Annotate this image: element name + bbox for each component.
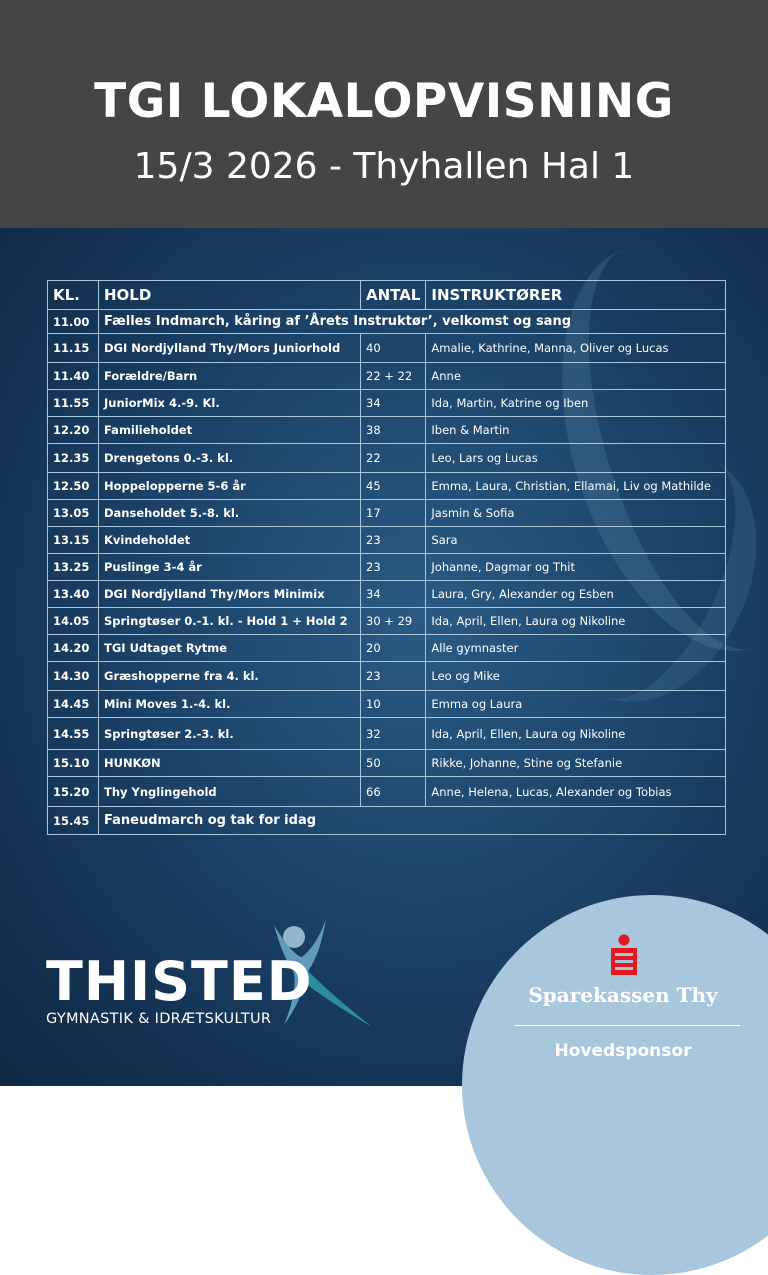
row-instructors: Jasmin & Sofia	[426, 500, 726, 527]
row-count: 30 + 29	[361, 608, 426, 635]
table-row	[48, 334, 726, 363]
row-time: 14.20	[48, 635, 99, 662]
table-row	[48, 581, 726, 608]
row-count: 32	[361, 718, 426, 750]
row-team: Hoppelopperne 5-6 år	[99, 473, 361, 500]
row-time: 11.55	[48, 390, 99, 417]
row-team: Familieholdet	[99, 417, 361, 444]
table-row	[48, 527, 726, 554]
row-time: 13.15	[48, 527, 99, 554]
schedule-body	[48, 310, 726, 835]
row-instructors: Amalie, Kathrine, Manna, Oliver og Lucas	[426, 334, 726, 363]
row-instructors: Laura, Gry, Alexander og Esben	[426, 581, 726, 608]
table-row	[48, 473, 726, 500]
row-time: 15.10	[48, 750, 99, 777]
row-instructors: Ida, Martin, Katrine og Iben	[426, 390, 726, 417]
thisted-logo	[46, 950, 313, 1027]
row-time: 12.20	[48, 417, 99, 444]
row-instructors: Ida, April, Ellen, Laura og Nikoline	[426, 718, 726, 750]
page-subtitle: 15/3 2026 - Thyhallen Hal 1	[133, 146, 635, 187]
row-time: 15.45	[48, 807, 99, 835]
row-instructors: Anne	[426, 363, 726, 390]
row-instructors: Leo, Lars og Lucas	[426, 444, 726, 473]
row-team: Kvindeholdet	[99, 527, 361, 554]
row-instructors: Alle gymnaster	[426, 635, 726, 662]
row-team: Puslinge 3-4 år	[99, 554, 361, 581]
table-row	[48, 635, 726, 662]
table-row	[48, 662, 726, 691]
column-header-kl: KL.	[48, 281, 99, 310]
logo-tagline: GYMNASTIK & IDRÆTSKULTUR	[46, 1011, 272, 1027]
row-team: Forældre/Barn	[99, 363, 361, 390]
row-time: 14.30	[48, 662, 99, 691]
row-count: 23	[361, 662, 426, 691]
row-time: 12.35	[48, 444, 99, 473]
table-row	[48, 417, 726, 444]
row-time: 14.05	[48, 608, 99, 635]
row-time: 14.45	[48, 691, 99, 718]
row-count: 34	[361, 581, 426, 608]
table-row	[48, 310, 726, 334]
table-row	[48, 554, 726, 581]
column-header-antal: ANTAL	[361, 281, 426, 310]
row-team: Mini Moves 1.-4. kl.	[99, 691, 361, 718]
row-instructors: Leo og Mike	[426, 662, 726, 691]
row-time: 15.20	[48, 777, 99, 807]
row-count: 45	[361, 473, 426, 500]
row-count: 66	[361, 777, 426, 807]
row-time: 13.40	[48, 581, 99, 608]
row-instructors: Emma og Laura	[426, 691, 726, 718]
row-count: 34	[361, 390, 426, 417]
table-row	[48, 363, 726, 390]
row-description: Faneudmarch og tak for idag	[99, 807, 726, 835]
table-row	[48, 691, 726, 718]
row-time: 12.50	[48, 473, 99, 500]
row-team: DGI Nordjylland Thy/Mors Juniorhold	[99, 334, 361, 363]
row-team: TGI Udtaget Rytme	[99, 635, 361, 662]
row-time: 13.25	[48, 554, 99, 581]
table-row	[48, 608, 726, 635]
row-count: 17	[361, 500, 426, 527]
row-count: 20	[361, 635, 426, 662]
page-title: TGI LOKALOPVISNING	[94, 74, 674, 129]
row-instructors: Johanne, Dagmar og Thit	[426, 554, 726, 581]
row-count: 23	[361, 554, 426, 581]
row-instructors: Iben & Martin	[426, 417, 726, 444]
column-header-hold: HOLD	[99, 281, 361, 310]
row-team: Græshopperne fra 4. kl.	[99, 662, 361, 691]
row-team: Thy Ynglingehold	[99, 777, 361, 807]
row-time: 11.00	[48, 310, 99, 334]
table-header-row	[48, 281, 726, 310]
row-count: 40	[361, 334, 426, 363]
row-team: Danseholdet 5.-8. kl.	[99, 500, 361, 527]
table-row	[48, 390, 726, 417]
row-instructors: Emma, Laura, Christian, Ellamai, Liv og Mathilde	[426, 473, 726, 500]
row-count: 22	[361, 444, 426, 473]
sponsor-name: Sparekassen Thy	[528, 983, 718, 1007]
row-count: 50	[361, 750, 426, 777]
row-team: JuniorMix 4.-9. Kl.	[99, 390, 361, 417]
row-count: 10	[361, 691, 426, 718]
sparekassen-s-logo-icon	[610, 934, 638, 976]
row-team: HUNKØN	[99, 750, 361, 777]
row-team: DGI Nordjylland Thy/Mors Minimix	[99, 581, 361, 608]
row-instructors: Rikke, Johanne, Stine og Stefanie	[426, 750, 726, 777]
sponsor-role: Hovedsponsor	[554, 1041, 692, 1061]
row-instructors: Anne, Helena, Lucas, Alexander og Tobias	[426, 777, 726, 807]
row-team: Springtøser 2.-3. kl.	[99, 718, 361, 750]
row-team: Springtøser 0.-1. kl. - Hold 1 + Hold 2	[99, 608, 361, 635]
table-row	[48, 750, 726, 777]
table-row	[48, 807, 726, 835]
table-row	[48, 718, 726, 750]
row-time: 13.05	[48, 500, 99, 527]
table-row	[48, 500, 726, 527]
row-instructors: Sara	[426, 527, 726, 554]
row-time: 11.15	[48, 334, 99, 363]
row-count: 23	[361, 527, 426, 554]
table-row	[48, 777, 726, 807]
row-instructors: Ida, April, Ellen, Laura og Nikoline	[426, 608, 726, 635]
header-banner	[0, 0, 768, 228]
sponsor-divider	[514, 1025, 740, 1026]
schedule-table	[47, 280, 726, 835]
logo-name: THISTED	[46, 950, 313, 1013]
row-team: Drengetons 0.-3. kl.	[99, 444, 361, 473]
row-count: 22 + 22	[361, 363, 426, 390]
row-time: 14.55	[48, 718, 99, 750]
table-row	[48, 444, 726, 473]
row-description: Fælles Indmarch, kåring af ’Årets Instruktør’, velkomst og sang	[99, 310, 726, 334]
row-time: 11.40	[48, 363, 99, 390]
column-header-instruktorer: INSTRUKTØRER	[426, 281, 726, 310]
row-count: 38	[361, 417, 426, 444]
